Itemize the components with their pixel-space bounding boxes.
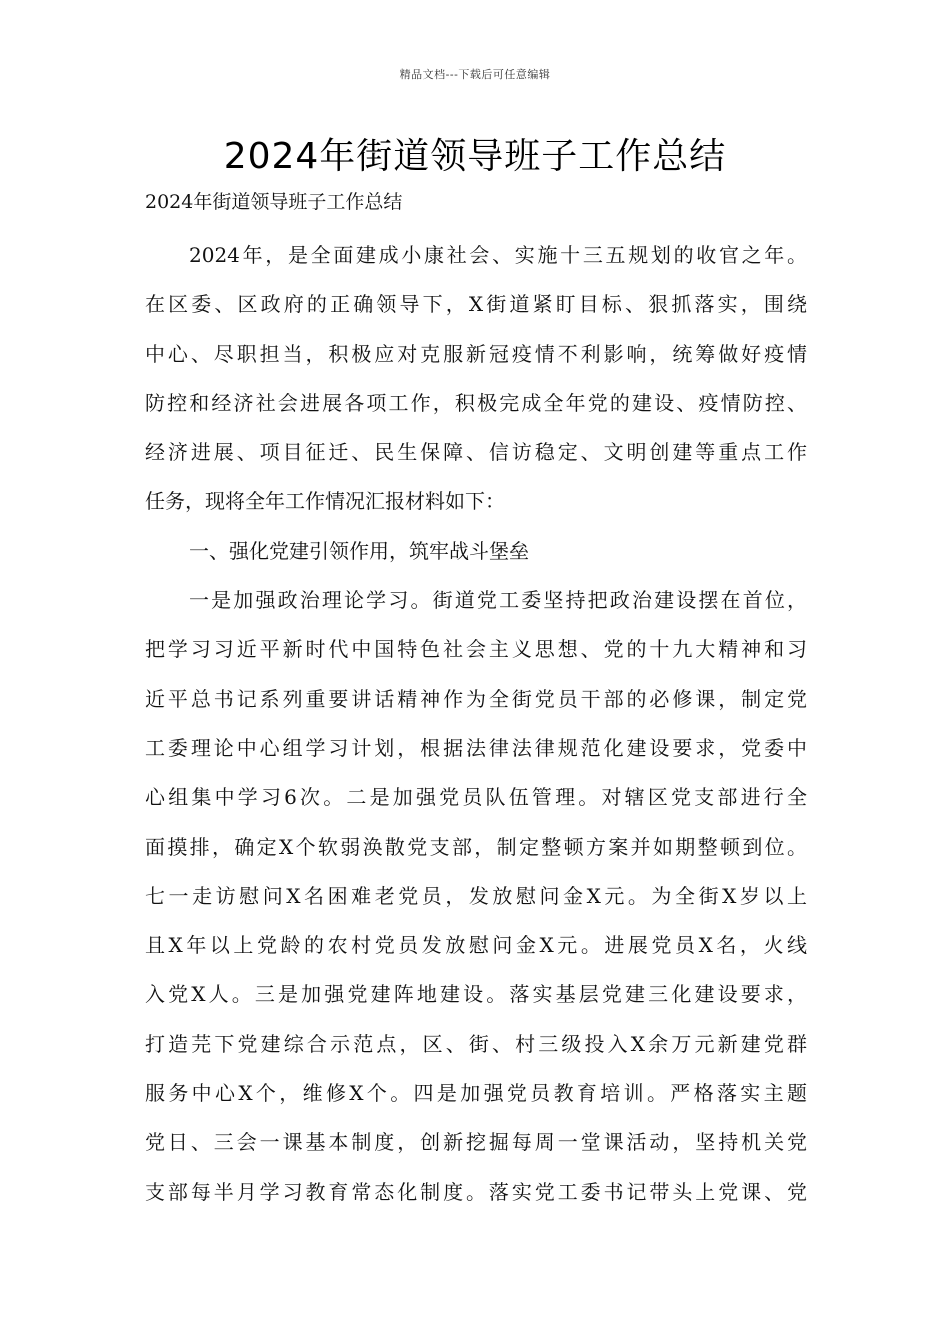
- paragraph-line: 打造芫下党建综合示范点，区、街、村三级投入X余万元新建党群: [145, 1031, 807, 1056]
- paragraph-line: 心组集中学习6次。二是加强党员队伍管理。对辖区党支部进行全: [145, 785, 807, 810]
- section-heading: 一、强化党建引领作用，筑牢战斗堡垒: [189, 538, 529, 563]
- paragraph-line: 把学习习近平新时代中国特色社会主义思想、党的十九大精神和习: [145, 637, 807, 662]
- paragraph-line: 支部每半月学习教育常态化制度。落实党工委书记带头上党课、党: [145, 1179, 807, 1204]
- paragraph-line: 工委理论中心组学习计划，根据法律法律规范化建设要求，党委中: [145, 735, 807, 760]
- paragraph-line: 近平总书记系列重要讲话精神作为全街党员干部的必修课，制定党: [145, 686, 807, 711]
- paragraph-line: 中心、尽职担当，积极应对克服新冠疫情不利影响，统筹做好疫情: [145, 341, 807, 366]
- paragraph-line: 服务中心X个，维修X个。四是加强党员教育培训。严格落实主题: [145, 1081, 807, 1106]
- paragraph-line: 七一走访慰问X名困难老党员，发放慰问金X元。为全街X岁以上: [145, 883, 807, 908]
- document-subtitle: 2024年街道领导班子工作总结: [145, 191, 403, 213]
- paragraph-line: 入党X人。三是加强党建阵地建设。落实基层党建三化建设要求，: [145, 982, 807, 1007]
- paragraph-line: 在区委、区政府的正确领导下，X街道紧盯目标、狠抓落实，围绕: [145, 292, 807, 317]
- paragraph-line: 2024年，是全面建成小康社会、实施十三五规划的收官之年。: [189, 243, 807, 267]
- paragraph-line: 经济进展、项目征迁、民生保障、信访稳定、文明创建等重点工作: [145, 440, 807, 465]
- document-body: [145, 231, 807, 1217]
- paragraph-line: 面摸排，确定X个软弱涣散党支部，制定整顿方案并如期整顿到位。: [145, 834, 807, 859]
- paragraph-line: 一是加强政治理论学习。街道党工委坚持把政治建设摆在首位，: [189, 588, 807, 613]
- paragraph-line: 防控和经济社会进展各项工作，积极完成全年党的建设、疫情防控、: [145, 390, 807, 415]
- paragraph-line: 任务，现将全年工作情况汇报材料如下：: [145, 489, 505, 514]
- header-note: 精品文档---下载后可任意编辑: [399, 68, 551, 81]
- paragraph-line: 且X年以上党龄的农村党员发放慰问金X元。进展党员X名，火线: [145, 933, 807, 958]
- paragraph-line: 党日、三会一课基本制度，创新挖掘每周一堂课活动，坚持机关党: [145, 1130, 807, 1155]
- document-title: 2024年街道领导班子工作总结: [223, 136, 727, 177]
